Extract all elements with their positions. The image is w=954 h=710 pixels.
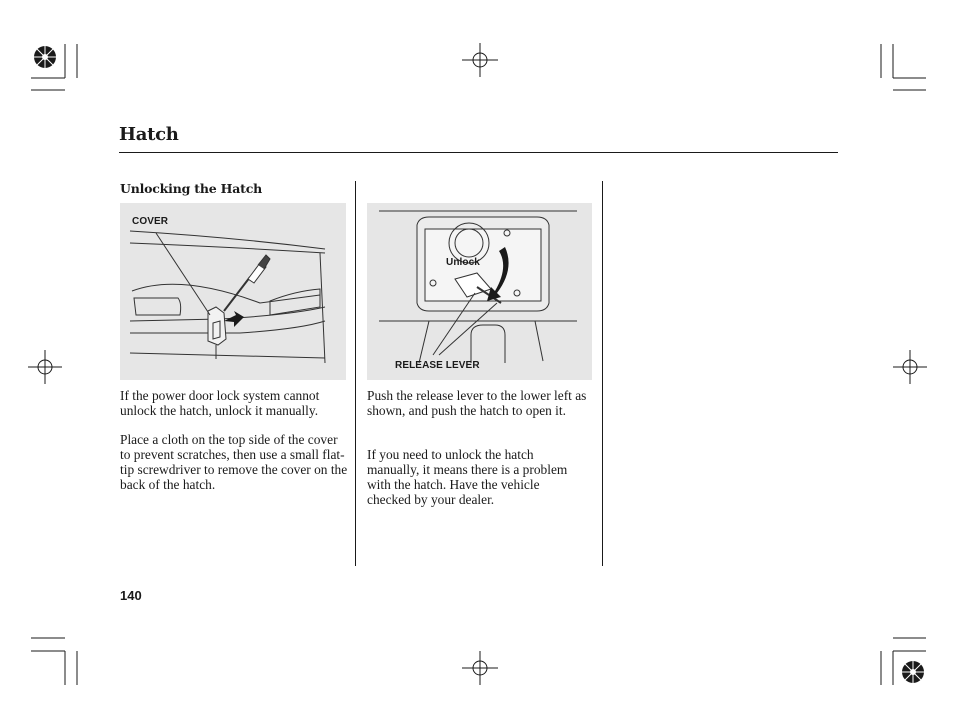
middle-paragraph-1: Push the release lever to the lower left as shown, and push the hatch to open it. bbox=[367, 388, 587, 418]
middle-paragraph-2: If you need to unlock the hatch manually, it means there is a problem with the hatch. Have the vehicle checked by your dealer. bbox=[367, 447, 568, 507]
starburst-top-left bbox=[34, 46, 56, 68]
title-divider bbox=[119, 152, 838, 153]
section-subheading: Unlocking the Hatch bbox=[120, 181, 263, 196]
starburst-bottom-right bbox=[902, 661, 924, 683]
figure-release-lever bbox=[367, 203, 592, 380]
column-divider-left bbox=[355, 181, 356, 566]
page-title: Hatch bbox=[119, 124, 179, 145]
left-paragraph-2: Place a cloth on the top side of the cover to prevent scratches, then use a small flat-tip screwdriver to remove the cover on the back of the hatch. bbox=[120, 432, 348, 492]
cover-label: COVER bbox=[132, 216, 169, 227]
release-lever-label: RELEASE LEVER bbox=[395, 360, 480, 371]
unlock-label: Unlock bbox=[446, 257, 480, 268]
figure-hatch-cover bbox=[120, 203, 346, 380]
column-divider-right bbox=[602, 181, 603, 566]
release-lever-illustration bbox=[367, 203, 592, 380]
page-number: 140 bbox=[120, 588, 142, 603]
left-paragraph-1: If the power door lock system cannot unlock the hatch, unlock it manually. bbox=[120, 388, 320, 418]
hatch-cover-illustration bbox=[120, 203, 346, 380]
